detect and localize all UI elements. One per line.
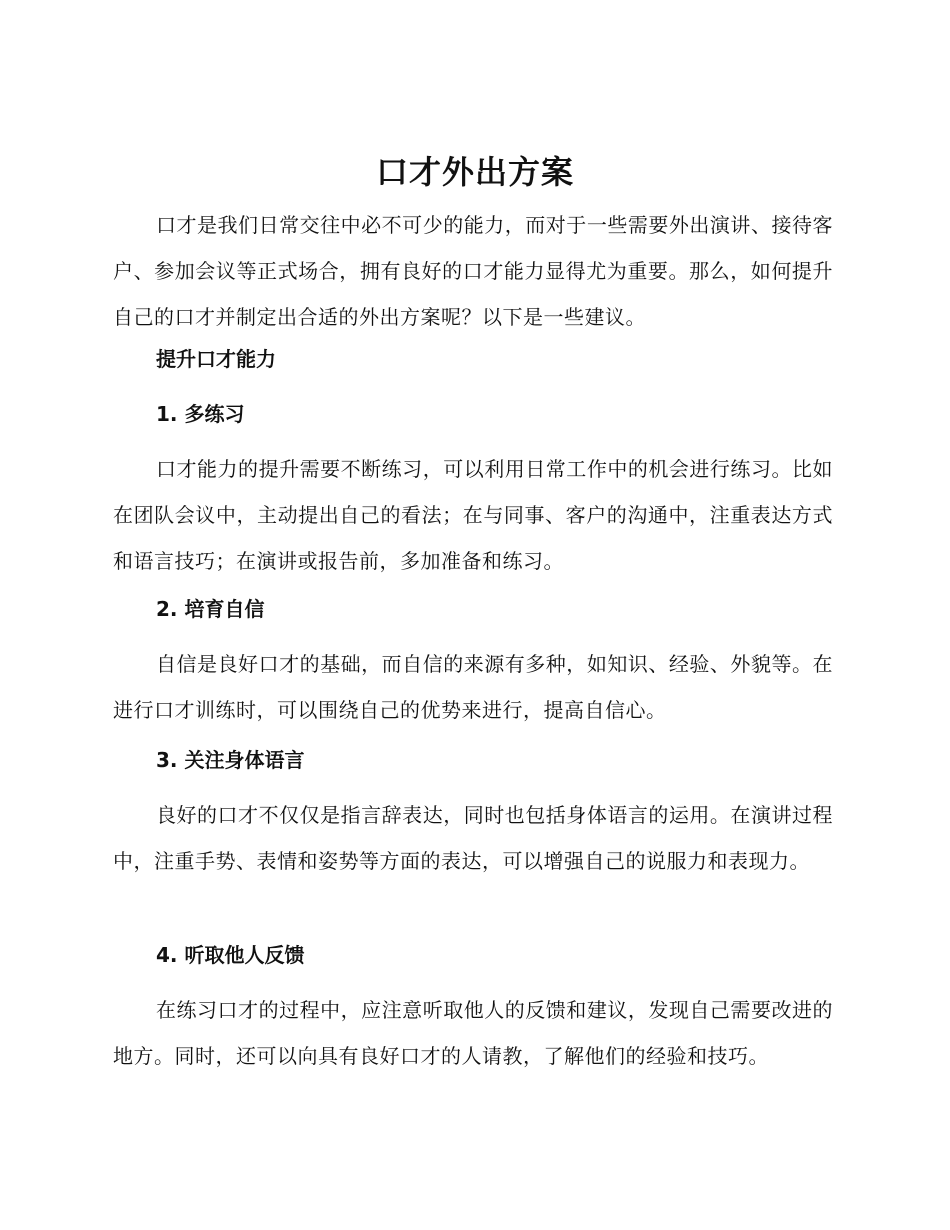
item-body-4: 在练习口才的过程中，应注意听取他人的反馈和建议，发现自己需要改进的地方。同时，还可以向具有良好口才的人请教，了解他们的经验和技巧。 bbox=[113, 998, 833, 1068]
item-body-3: 良好的口才不仅仅是指言辞表达，同时也包括身体语言的运用。在演讲过程中，注重手势、表情和姿势等方面的表达，可以增强自己的说服力和表现力。 bbox=[113, 803, 833, 873]
item-body-2: 自信是良好口才的基础，而自信的来源有多种，如知识、经验、外貌等。在进行口才训练时，可以围绕自己的优势来进行，提高自信心。 bbox=[113, 652, 833, 722]
item-heading-2: 2. 培育自信 bbox=[156, 597, 265, 621]
item-heading-3: 3. 关注身体语言 bbox=[156, 748, 305, 772]
item-heading-1: 1. 多练习 bbox=[156, 402, 245, 426]
item-body-1: 口才能力的提升需要不断练习，可以利用日常工作中的机会进行练习。比如在团队会议中，主动提出自己的看法；在与同事、客户的沟通中，注重表达方式和语言技巧；在演讲或报告前，多加准备和练习。 bbox=[113, 457, 833, 573]
intro-paragraph: 口才是我们日常交往中必不可少的能力，而对于一些需要外出演讲、接待客户、参加会议等正式场合，拥有良好的口才能力显得尤为重要。那么，如何提升自己的口才并制定出合适的外出方案呢？以下是一些建议。 bbox=[113, 213, 833, 329]
item-heading-4: 4. 听取他人反馈 bbox=[156, 943, 305, 967]
section-heading: 提升口才能力 bbox=[156, 347, 276, 371]
document-title: 口才外出方案 bbox=[375, 153, 574, 191]
